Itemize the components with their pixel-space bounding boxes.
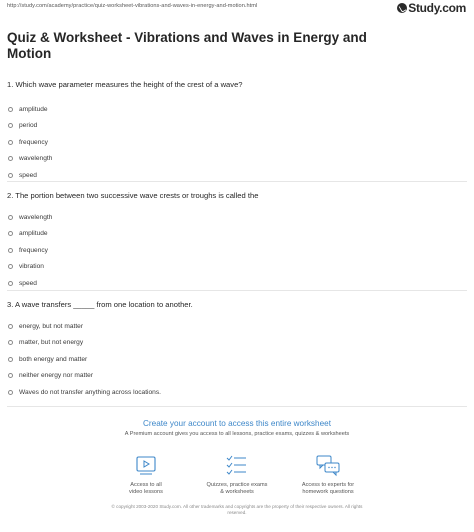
radio-button[interactable] bbox=[8, 173, 13, 178]
answer-option[interactable] bbox=[7, 226, 467, 243]
question-1 bbox=[7, 79, 467, 184]
answer-label: speed bbox=[19, 279, 37, 287]
radio-button[interactable] bbox=[8, 373, 13, 378]
feature-quizzes bbox=[192, 452, 282, 496]
answer-label: period bbox=[19, 122, 38, 130]
answer-option[interactable] bbox=[7, 259, 467, 276]
expert-chat-icon bbox=[315, 452, 341, 478]
promo-subheading: A Premium account gives you access to all lessons, practice exams, quizzes & worksheets bbox=[124, 431, 350, 437]
answer-option[interactable] bbox=[7, 368, 467, 385]
question-text: 2. The portion between two successive wave crests or troughs is called the bbox=[7, 191, 259, 200]
radio-button[interactable] bbox=[8, 140, 13, 145]
radio-button[interactable] bbox=[8, 123, 13, 128]
radio-button[interactable] bbox=[8, 340, 13, 345]
question-divider bbox=[7, 290, 467, 291]
feature-experts bbox=[283, 452, 373, 496]
radio-button[interactable] bbox=[8, 324, 13, 329]
question-3 bbox=[7, 299, 467, 401]
answer-label: amplitude bbox=[19, 105, 48, 113]
radio-button[interactable] bbox=[8, 215, 13, 220]
question-text: 3. A wave transfers _____ from one location to another. bbox=[7, 300, 193, 309]
answer-label: speed bbox=[19, 171, 37, 179]
question-2 bbox=[7, 190, 467, 292]
study-logo-icon bbox=[397, 3, 407, 13]
page-title: Quiz & Worksheet - Vibrations and Waves in Energy and Motion bbox=[7, 30, 367, 61]
answer-label: frequency bbox=[19, 246, 48, 254]
answer-option[interactable] bbox=[7, 118, 467, 135]
page-header bbox=[0, 0, 474, 14]
question-divider bbox=[7, 181, 467, 182]
video-lesson-icon bbox=[133, 452, 159, 478]
answer-label: neither energy nor matter bbox=[19, 372, 94, 380]
radio-button[interactable] bbox=[8, 281, 13, 286]
feature-label: Access to all video lessons bbox=[129, 482, 163, 495]
create-account-link[interactable]: Create your account to access this entire worksheet bbox=[143, 419, 331, 428]
answer-label: matter, but not energy bbox=[19, 339, 84, 347]
answer-option[interactable] bbox=[7, 335, 467, 352]
feature-label: Access to experts for homework questions bbox=[301, 482, 355, 495]
answer-option[interactable] bbox=[7, 384, 467, 401]
radio-button[interactable] bbox=[8, 248, 13, 253]
feature-video-lessons bbox=[101, 452, 191, 496]
question-text: 1. Which wave parameter measures the height of the crest of a wave? bbox=[7, 80, 243, 89]
answer-label: both energy and matter bbox=[19, 355, 88, 363]
radio-button[interactable] bbox=[8, 156, 13, 161]
answer-label: wavelength bbox=[19, 155, 53, 163]
radio-button[interactable] bbox=[8, 357, 13, 362]
answer-option[interactable] bbox=[7, 351, 467, 368]
answer-option[interactable] bbox=[7, 209, 467, 226]
answer-label: Waves do not transfer anything across locations. bbox=[19, 388, 161, 396]
answer-option[interactable] bbox=[7, 101, 467, 118]
question-divider bbox=[7, 406, 467, 407]
answer-option[interactable] bbox=[7, 318, 467, 335]
radio-button[interactable] bbox=[8, 107, 13, 112]
answer-label: wavelength bbox=[19, 213, 53, 221]
answer-label: frequency bbox=[19, 138, 48, 146]
answer-option[interactable] bbox=[7, 134, 467, 151]
page-url[interactable]: http://study.com/academy/practice/quiz-worksheet-vibrations-and-waves-in-energy-and-motion.html bbox=[7, 3, 258, 9]
quiz-checklist-icon bbox=[224, 452, 250, 478]
feature-label: Quizzes, practice exams & worksheets bbox=[206, 482, 268, 495]
answer-option[interactable] bbox=[7, 242, 467, 259]
radio-button[interactable] bbox=[8, 264, 13, 269]
study-logo[interactable] bbox=[397, 2, 466, 14]
answer-label: energy, but not matter bbox=[19, 322, 84, 330]
copyright-footer: © copyright 2003-2020 Study.com. All other trademarks and copyrights are the property of their respective owners. All rights reserved. bbox=[111, 504, 363, 515]
answer-label: amplitude bbox=[19, 230, 48, 238]
answer-option[interactable] bbox=[7, 151, 467, 168]
radio-button[interactable] bbox=[8, 231, 13, 236]
answer-label: vibration bbox=[19, 263, 44, 271]
study-logo-text: Study.com bbox=[408, 1, 466, 15]
radio-button[interactable] bbox=[8, 390, 13, 395]
